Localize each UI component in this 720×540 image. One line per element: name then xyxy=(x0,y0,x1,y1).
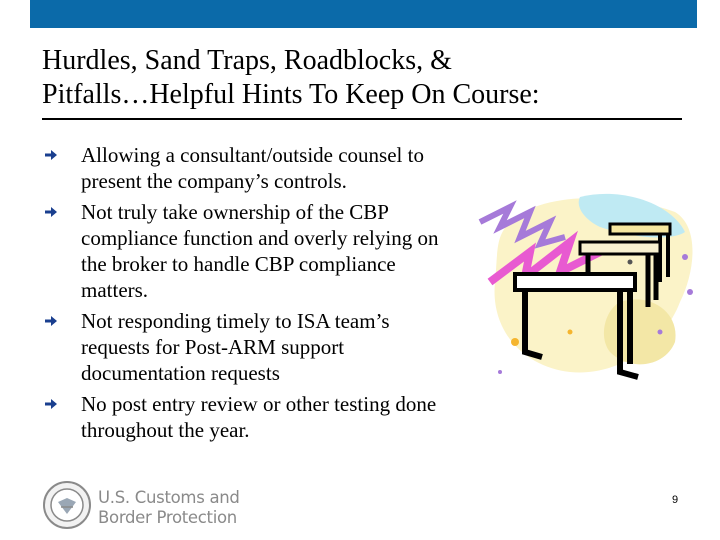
title-underline xyxy=(42,118,682,120)
right-arrow-icon xyxy=(44,397,58,411)
slide-title xyxy=(42,44,682,112)
dhs-seal-icon xyxy=(42,480,92,530)
page-number: 9 xyxy=(671,494,679,506)
bullet-item xyxy=(44,391,444,443)
agency-name xyxy=(98,488,268,528)
bullet-item xyxy=(44,199,444,303)
agency-line-2: Border Protection xyxy=(98,508,237,527)
bullet-item xyxy=(44,308,444,386)
right-arrow-icon xyxy=(44,314,58,328)
bullet-text: Not responding timely to ISA team’s requests for Post-ARM support documentation requests xyxy=(81,309,390,385)
bullet-text: Allowing a consultant/outside counsel to present the company’s controls. xyxy=(81,143,424,193)
bullet-list xyxy=(44,142,444,448)
agency-line-1: U.S. Customs and xyxy=(98,488,240,507)
top-accent-bar xyxy=(30,0,697,28)
cbp-logo xyxy=(42,480,262,536)
title-line-2: Pitfalls…Helpful Hints To Keep On Course: xyxy=(42,79,540,110)
title-line-1: Hurdles, Sand Traps, Roadblocks, & xyxy=(42,45,452,76)
bullet-item xyxy=(44,142,444,194)
bullet-text: Not truly take ownership of the CBP compliance function and overly relying on the broker to handle CBP compliance matters. xyxy=(81,200,439,302)
right-arrow-icon xyxy=(44,148,58,162)
right-arrow-icon xyxy=(44,205,58,219)
bullet-text: No post entry review or other testing done throughout the year. xyxy=(81,392,437,442)
hurdles-clipart xyxy=(470,182,700,392)
